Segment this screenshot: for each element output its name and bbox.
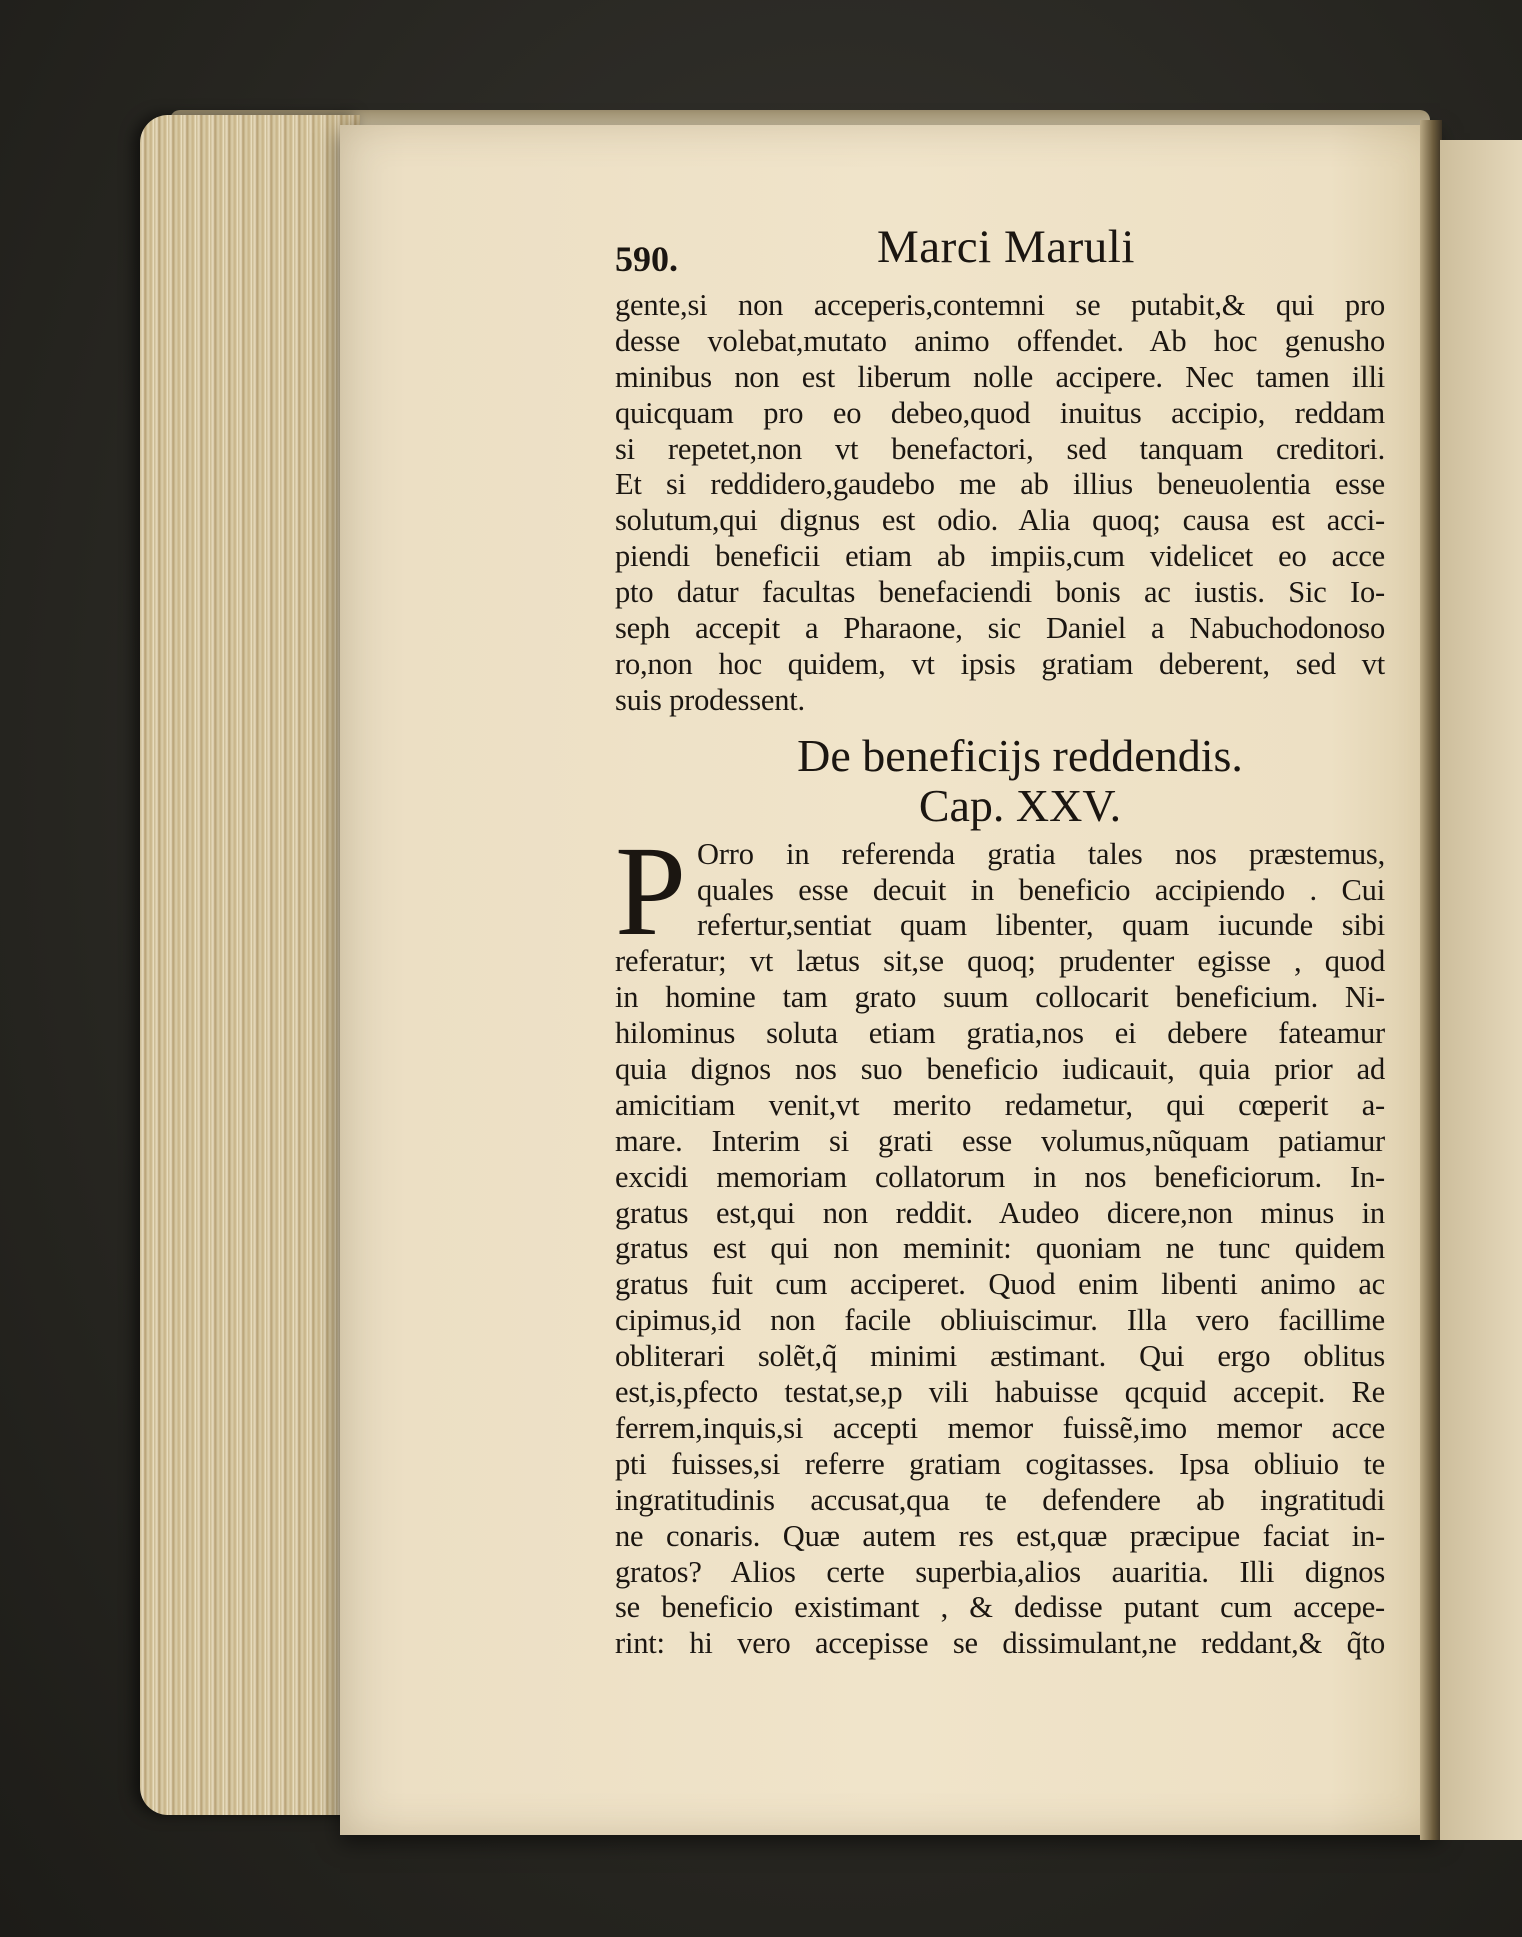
text-line: gratus fuit cum acciperet. Quod enim libenti animo ac [615,1267,1385,1302]
text-line: amicitiam venit,vt merito redametur, qui cœperit a- [615,1087,1385,1122]
page-text-block [615,220,1385,1662]
text-line: mare. Interim si grati esse volumus,nũquam patiamur [615,1123,1385,1158]
text-line: gente,si non acceperis,contemni se putabit,& qui pro [615,288,1385,322]
text-line: seph accepit a Pharaone, sic Daniel a Nabuchodonoso [615,611,1385,646]
text-line: desse volebat,mutato animo offendet. Ab hoc genusho [615,323,1385,358]
text-line: hilominus soluta etiam gratia,nos ei debere fateamur [615,1016,1385,1051]
paragraph-after [615,944,1385,1662]
text-line: ne conaris. Quæ autem res est,quæ præcipue faciat in- [615,1518,1385,1553]
page-fore-edge [140,115,360,1815]
running-title: Marci Maruli [877,221,1135,273]
text-line: si repetet,non vt benefactori, sed tanquam creditori. [615,431,1385,466]
text-line: Orro in referenda gratia tales nos præstemus, [697,836,1385,871]
text-line: referatur; vt lætus sit,se quoq; prudenter egisse , quod [615,944,1385,979]
text-line: se beneficio existimant , & dedisse putant cum accepe- [615,1590,1385,1625]
facing-page-edge [1440,140,1522,1840]
section-heading: De beneficijs reddendis. [797,729,1243,781]
text-line: gratus est,qui non reddit. Audeo dicere,non minus in [615,1195,1385,1230]
text-line: obliterari solẽt,q̃ minimi æstimant. Qui ergo oblitus [615,1339,1385,1374]
text-line: cipimus,id non facile obliuiscimur. Illa vero facillime [615,1303,1385,1338]
drop-cap: P [615,819,687,962]
text-line: rint: hi vero accepisse se dissimulant,ne reddant,& q̃to [615,1626,1385,1661]
text-line: est,is,pfecto testat,se,p vili habuisse qcquid accepit. Re [615,1375,1385,1410]
text-line: gratus est qui non meminit: quoniam ne tunc quidem [615,1231,1385,1266]
text-line: ingratitudinis accusat,qua te defendere ab ingratitudi [615,1482,1385,1517]
book-gutter [1420,120,1442,1840]
text-line: minibus non est liberum nolle accipere. Nec tamen illi [615,359,1385,394]
indented-lines [615,837,1385,945]
text-line: piendi beneficii etiam ab impiis,cum videlicet eo acce [615,539,1385,574]
paragraph-before [615,288,1385,719]
text-line: ferrem,inquis,si accepti memor fuissẽ,imo memor acce [615,1410,1385,1445]
text-line: in homine tam grato suum collocarit beneficium. Ni- [615,980,1385,1015]
text-line: excidi memoriam collatorum in nos beneficiorum. In- [615,1159,1385,1194]
text-line: gratos? Alios certe superbia,alios auaritia. Illi dignos [615,1554,1385,1589]
text-line: quia dignos nos suo beneficio iudicauit, quia prior ad [615,1052,1385,1087]
text-line: quicquam pro eo debeo,quod inuitus accipio, reddam [615,395,1385,430]
running-head [615,220,1385,288]
text-line: ro,non hoc quidem, vt ipsis gratiam deberent, sed vt [615,646,1385,681]
chapter-number: Cap. XXV. [918,779,1122,831]
page-number: 590. [615,239,678,279]
text-line: pto datur facultas benefaciendi bonis ac iustis. Sic Io- [615,575,1385,610]
text-line: quales esse decuit in beneficio accipiendo . Cui [697,872,1385,907]
text-line: suis prodessent. [615,682,805,717]
text-line: Et si reddidero,gaudebo me ab illius beneuolentia esse [615,467,1385,502]
text-line: solutum,qui dignus est odio. Alia quoq; causa est acci- [615,503,1385,538]
text-line: refertur,sentiat quam libenter, quam iucunde sibi [697,908,1385,943]
text-line: pti fuisses,si referre gratiam cogitasses. Ipsa obliuio te [615,1446,1385,1481]
